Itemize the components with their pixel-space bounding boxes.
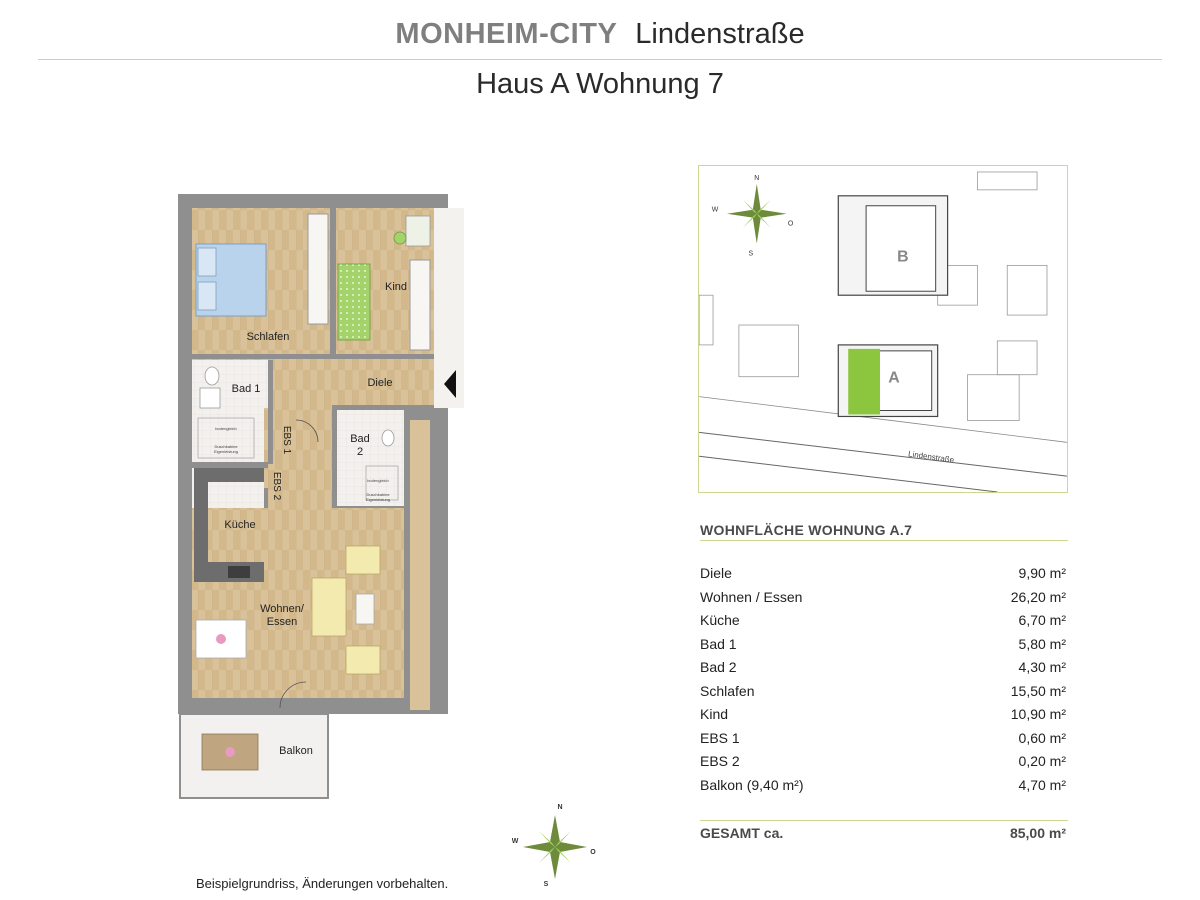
area-room-name: Kind bbox=[700, 706, 729, 722]
area-room-value: 0,20 m² bbox=[1018, 753, 1066, 769]
pillow bbox=[198, 282, 216, 310]
note-bad2-shower2: Eigenleistung bbox=[365, 497, 391, 502]
area-total-value: 85,00 m² bbox=[1009, 825, 1066, 841]
footnote: Beispielgrundriss, Änderungen vorbehalten. bbox=[196, 876, 449, 891]
area-room-name: Wohnen / Essen bbox=[700, 588, 803, 605]
area-row bbox=[700, 589, 1066, 613]
area-room-value: 5,80 m² bbox=[1018, 635, 1066, 652]
child-bed bbox=[338, 264, 370, 340]
wall bbox=[192, 354, 434, 359]
floor-plan bbox=[170, 190, 470, 800]
area-row bbox=[700, 753, 1066, 777]
area-row bbox=[700, 706, 1066, 730]
armchair bbox=[346, 546, 380, 574]
area-row bbox=[700, 659, 1066, 683]
header-divider bbox=[38, 59, 1162, 60]
street-name: Lindenstraße bbox=[635, 18, 805, 50]
wardrobe bbox=[410, 260, 430, 350]
area-room-name: Balkon (9,40 m²) bbox=[700, 776, 804, 793]
compass-s: S bbox=[748, 250, 754, 258]
area-room-value: 9,90 m² bbox=[1018, 565, 1066, 581]
area-room-name: Diele bbox=[700, 565, 732, 581]
flower-decor bbox=[225, 747, 235, 757]
room-label-bad2-line1: Bad bbox=[350, 433, 370, 445]
area-room-value: 10,90 m² bbox=[1010, 706, 1066, 722]
kitchen-counter bbox=[194, 468, 264, 482]
room-label-ebs1: EBS 1 bbox=[281, 425, 292, 455]
header-title bbox=[0, 18, 1200, 51]
kitchen-counter bbox=[194, 482, 208, 572]
room-label-bad2-line2: 2 bbox=[356, 446, 364, 458]
compass-rose bbox=[512, 800, 598, 890]
wall bbox=[330, 208, 336, 354]
area-room-name: Bad 2 bbox=[700, 659, 737, 675]
area-room-name: EBS 1 bbox=[700, 729, 740, 746]
house-a bbox=[838, 345, 937, 417]
compass-n: N bbox=[557, 804, 563, 811]
area-divider-bottom bbox=[700, 820, 1068, 821]
area-row bbox=[700, 636, 1066, 660]
room-label-kind: Kind bbox=[384, 281, 408, 293]
area-row bbox=[700, 730, 1066, 754]
desk bbox=[406, 216, 430, 246]
pillow bbox=[198, 248, 216, 276]
unit-highlight bbox=[848, 349, 880, 415]
coffee-table bbox=[356, 594, 374, 624]
area-room-value: 0,60 m² bbox=[1018, 729, 1066, 746]
area-total-row bbox=[700, 825, 1066, 841]
area-room-name: Bad 1 bbox=[700, 635, 737, 652]
unit-subtitle: Haus A Wohnung 7 bbox=[476, 68, 724, 100]
note-bad2-shower1: Duschkabine bbox=[366, 492, 390, 497]
area-room-value: 15,50 m² bbox=[1010, 682, 1066, 699]
stairwell bbox=[434, 208, 464, 408]
note-bad2-floor: bodengleich bbox=[367, 478, 389, 483]
area-row bbox=[700, 683, 1066, 707]
compass-o: O bbox=[590, 849, 596, 856]
compass-o: O bbox=[787, 220, 794, 228]
area-row bbox=[700, 777, 1066, 801]
house-b bbox=[838, 196, 947, 295]
room-label-ebs2: EBS 2 bbox=[271, 471, 282, 501]
note-bad1-shower1: Duschkabine bbox=[214, 444, 238, 449]
toilet bbox=[382, 430, 394, 446]
note-bad1-floor: bodengleich bbox=[215, 426, 237, 431]
area-table bbox=[700, 565, 1066, 800]
site-map bbox=[698, 165, 1068, 493]
area-room-name: Küche bbox=[700, 612, 740, 628]
room-label-schlafen: Schlafen bbox=[246, 331, 290, 343]
note-bad1-shower2: Eigenleistung bbox=[213, 449, 239, 454]
brand-name: MONHEIM-CITY bbox=[395, 18, 618, 50]
street-label: Lindenstraße bbox=[907, 449, 955, 465]
wardrobe bbox=[308, 214, 328, 324]
area-total-label: GESAMT ca. bbox=[700, 825, 784, 841]
area-row bbox=[700, 612, 1066, 636]
house-a-label: A bbox=[888, 369, 900, 387]
area-room-name: EBS 2 bbox=[700, 753, 740, 769]
area-room-name: Schlafen bbox=[700, 682, 755, 699]
wall bbox=[268, 360, 273, 464]
room-label-wohnen-line2: Essen bbox=[266, 616, 298, 628]
compass-w: W bbox=[512, 838, 519, 845]
chair bbox=[394, 232, 406, 244]
compass-n: N bbox=[754, 174, 760, 182]
cooktop bbox=[228, 566, 250, 578]
area-title: WOHNFLÄCHE WOHNUNG A.7 bbox=[700, 522, 913, 538]
room-label-diele: Diele bbox=[367, 377, 393, 389]
armchair bbox=[346, 646, 380, 674]
flower-decor bbox=[216, 634, 226, 644]
wall bbox=[192, 462, 268, 468]
room-label-wohnen-line1: Wohnen/ bbox=[260, 603, 304, 615]
compass-w: W bbox=[711, 206, 719, 214]
room-label-bad1: Bad 1 bbox=[231, 383, 261, 395]
room-label-balkon: Balkon bbox=[279, 745, 313, 757]
area-room-value: 26,20 m² bbox=[1010, 588, 1066, 605]
area-room-value: 6,70 m² bbox=[1018, 612, 1066, 628]
wall bbox=[332, 408, 337, 508]
toilet bbox=[205, 367, 219, 385]
neighbor-floor bbox=[410, 420, 430, 710]
compass-s: S bbox=[543, 881, 549, 888]
wall bbox=[332, 405, 434, 410]
area-room-value: 4,70 m² bbox=[1018, 776, 1066, 793]
wall bbox=[404, 408, 410, 698]
area-row bbox=[700, 565, 1066, 589]
washbasin bbox=[200, 388, 220, 408]
area-divider-top bbox=[700, 540, 1068, 541]
area-room-value: 4,30 m² bbox=[1018, 659, 1066, 675]
sofa bbox=[312, 578, 346, 636]
room-label-kueche: Küche bbox=[224, 519, 256, 531]
house-b-label: B bbox=[897, 248, 909, 266]
